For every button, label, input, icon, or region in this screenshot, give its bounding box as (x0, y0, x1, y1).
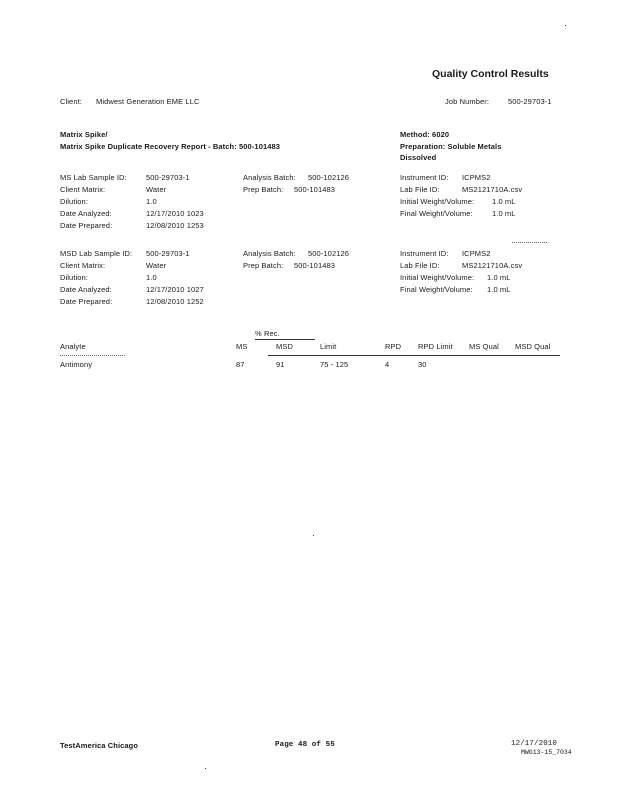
msd-client-matrix-value: Water (146, 261, 167, 270)
job-number-label: Job Number: (445, 97, 490, 106)
client-label: Client: (60, 97, 82, 106)
ms-date-analyzed-label: Date Analyzed: (60, 209, 112, 218)
row-limit: 75 - 125 (320, 360, 349, 369)
row-rpd: 4 (385, 360, 390, 369)
ms-lab-sample-id-value: 500-29703-1 (146, 173, 190, 182)
col-header-limit: Limit (320, 342, 337, 351)
job-number-value: 500-29703-1 (508, 97, 552, 106)
method-label: Method: 6020 (400, 130, 450, 139)
rec-group-underline (255, 339, 315, 340)
col-header-rpd-limit: RPD Limit (418, 342, 453, 351)
scan-speck (565, 25, 566, 26)
msd-lab-sample-id-label: MSD Lab Sample ID: (60, 249, 133, 258)
client-value: Midwest Generation EME LLC (96, 97, 200, 106)
preparation-label: Preparation: Soluble Metals (400, 142, 502, 151)
ms-instrument-id-label: Instrument ID: (400, 173, 449, 182)
ms-instrument-id-value: ICPMS2 (462, 173, 491, 182)
ms-final-volume-label: Final Weight/Volume: (400, 209, 473, 218)
row-analyte: Antimony (60, 360, 93, 369)
msd-dilution-value: 1.0 (146, 273, 157, 282)
ms-prep-batch-label: Prep Batch: (243, 185, 284, 194)
report-title: Quality Control Results (432, 68, 549, 80)
msd-lab-file-id-value: MS2121710A.csv (462, 261, 523, 270)
msd-initial-volume-value: 1.0 mL (487, 273, 511, 282)
ms-lab-file-id-label: Lab File ID: (400, 185, 440, 194)
ms-dilution-label: Dilution: (60, 197, 88, 206)
ms-dilution-value: 1.0 (146, 197, 157, 206)
footer-lab-name: TestAmerica Chicago (60, 741, 139, 750)
ms-analysis-batch-label: Analysis Batch: (243, 173, 296, 182)
scan-speck (205, 768, 206, 769)
col-header-analyte: Analyte (60, 342, 86, 351)
ms-client-matrix-value: Water (146, 185, 167, 194)
col-header-rpd: RPD (385, 342, 402, 351)
msd-dilution-label: Dilution: (60, 273, 88, 282)
ms-final-volume-value: 1.0 mL (492, 209, 516, 218)
preparation-label-cont: Dissolved (400, 153, 437, 162)
msd-initial-volume-label: Initial Weight/Volume: (400, 273, 475, 282)
col-header-msd: MSD (276, 342, 293, 351)
ms-prep-batch-value: 500-101483 (294, 185, 336, 194)
row-msd: 91 (276, 360, 285, 369)
row-ms: 87 (236, 360, 245, 369)
header-rule-left (60, 355, 125, 356)
header-rule-right (268, 355, 560, 356)
msd-final-volume-value: 1.0 mL (487, 285, 511, 294)
col-header-ms: MS (236, 342, 248, 351)
section-title-line2: Matrix Spike Duplicate Recovery Report - Batch: 500-101483 (60, 142, 281, 151)
section-title-line1: Matrix Spike/ (60, 130, 108, 139)
ms-date-prepared-label: Date Prepared: (60, 221, 113, 230)
msd-date-prepared-label: Date Prepared: (60, 297, 113, 306)
ms-client-matrix-label: Client Matrix: (60, 185, 106, 194)
ms-lab-sample-id-label: MS Lab Sample ID: (60, 173, 127, 182)
footer-date: 12/17/2010 (511, 740, 558, 748)
col-header-msd-qual: MSD Qual (515, 342, 551, 351)
msd-lab-sample-id-value: 500-29703-1 (146, 249, 190, 258)
msd-instrument-id-label: Instrument ID: (400, 249, 449, 258)
col-header-ms-qual: MS Qual (469, 342, 499, 351)
ms-date-analyzed-value: 12/17/2010 1023 (146, 209, 204, 218)
msd-lab-file-id-label: Lab File ID: (400, 261, 440, 270)
msd-instrument-id-value: ICPMS2 (462, 249, 491, 258)
msd-date-prepared-value: 12/08/2010 1252 (146, 297, 204, 306)
msd-date-analyzed-label: Date Analyzed: (60, 285, 112, 294)
ms-lab-file-id-value: MS2121710A.csv (462, 185, 523, 194)
msd-prep-batch-value: 500-101483 (294, 261, 336, 270)
msd-final-volume-label: Final Weight/Volume: (400, 285, 473, 294)
msd-analysis-batch-value: 500-102126 (308, 249, 350, 258)
rec-group-header: % Rec. (255, 329, 280, 338)
ms-initial-volume-label: Initial Weight/Volume: (400, 197, 475, 206)
row-rpd-limit: 30 (418, 360, 427, 369)
msd-client-matrix-label: Client Matrix: (60, 261, 106, 270)
ms-analysis-batch-value: 500-102126 (308, 173, 350, 182)
scan-speck (313, 535, 314, 536)
ms-initial-volume-value: 1.0 mL (492, 197, 516, 206)
footer-page-number: Page 48 of 55 (275, 741, 335, 749)
msd-prep-batch-label: Prep Batch: (243, 261, 284, 270)
scan-artifact-dots (512, 242, 547, 243)
msd-date-analyzed-value: 12/17/2010 1027 (146, 285, 204, 294)
ms-date-prepared-value: 12/08/2010 1253 (146, 221, 204, 230)
msd-analysis-batch-label: Analysis Batch: (243, 249, 296, 258)
footer-doc-id: MWG13-15_7034 (521, 749, 572, 756)
